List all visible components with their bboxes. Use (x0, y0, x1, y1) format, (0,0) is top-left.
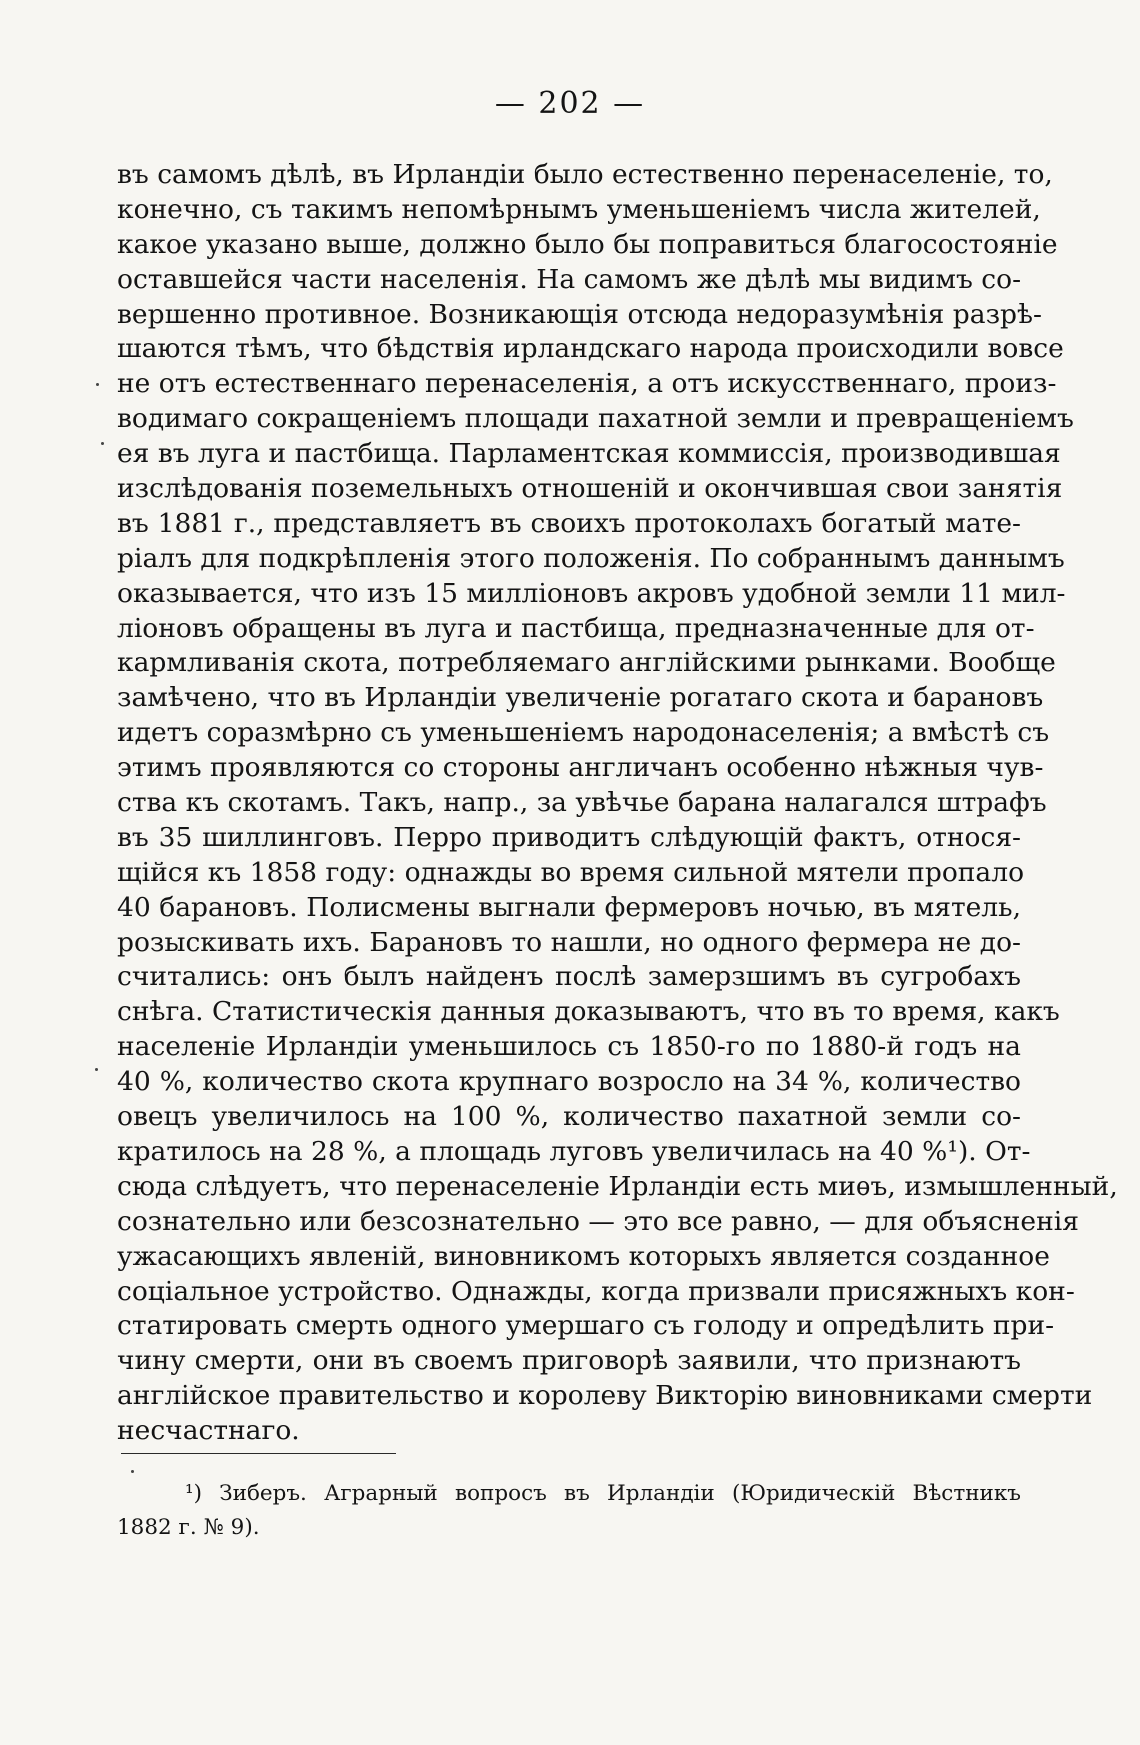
text-line: водимаго сокращеніемъ площади пахатной земли и превращеніемъ (117, 403, 1074, 435)
text-line: англійское правительство и королеву Викторію виновниками смерти (117, 1380, 1093, 1412)
text-line: кармливанія скота, потребляемаго англійскими рынками. Вообще (117, 647, 1056, 679)
text-line: сознательно или безсознательно — это все равно, — для объясненія (117, 1205, 1079, 1237)
text-line: въ самомъ дѣлѣ, въ Ирландіи было естественно перенаселеніе, то, (117, 159, 1053, 190)
scan-speck (131, 1470, 134, 1473)
text-line: ея въ луга и пастбища. Парламентская коммиссія, производившая (117, 438, 1061, 470)
text-line: 40 %, количество скота крупнаго возросло на 34 %, количество (117, 1066, 1021, 1098)
text-line: сюда слѣдуетъ, что перенаселеніе Ирландіи есть миѳъ, измышленный, (117, 1170, 1118, 1202)
page-number: — 202 — (494, 86, 646, 121)
text-line: изслѣдованія поземельныхъ отношеній и окончившая свои занятія (117, 473, 1063, 505)
body-text (117, 158, 1118, 1449)
text-line: этимъ проявляются со стороны англичанъ особенно нѣжныя чув- (117, 752, 1044, 784)
text-line: снѣга. Статистическія данныя доказываютъ, что въ то время, какъ (117, 996, 1060, 1028)
text-line: оказывается, что изъ 15 милліоновъ акровъ удобной земли 11 мил- (117, 577, 1066, 609)
text-line: идетъ соразмѣрно съ уменьшеніемъ народонаселенія; а вмѣстѣ съ (117, 717, 1050, 749)
text-line: щійся къ 1858 году: однажды во время сильной мятели пропало (117, 856, 1025, 888)
text-line: оставшейся части населенія. На самомъ же дѣлѣ мы видимъ со- (117, 263, 1022, 295)
text-line: ужасающихъ явленій, виновникомъ которыхъ является созданное (117, 1240, 1050, 1272)
text-line: статировать смерть одного умершаго съ голоду и опредѣлить при- (117, 1310, 1055, 1342)
text-line: несчастнаго. (117, 1415, 300, 1447)
text-line: 40 барановъ. Полисмены выгнали фермеровъ ночью, въ мятель, (117, 891, 1021, 923)
text-line: ліоновъ обращены въ луга и пастбища, предназначенные для от- (117, 612, 1035, 644)
text-line: замѣчено, что въ Ирландіи увеличеніе рогатаго скота и барановъ (117, 682, 1044, 714)
text-line: въ 35 шиллинговъ. Перро приводитъ слѣдующій фактъ, относя- (117, 821, 1021, 853)
footnote-line: ¹) Зиберъ. Аграрный вопросъ въ Ирландіи (Юридическій Вѣстникъ (185, 1481, 1021, 1506)
text-line: ріалъ для подкрѣпленія этого положенія. По собраннымъ даннымъ (117, 542, 1065, 574)
scan-speck (95, 1068, 98, 1071)
text-line: въ 1881 г., представляетъ въ своихъ протоколахъ богатый мате- (117, 507, 1021, 539)
scan-speck (101, 442, 104, 445)
text-line: овецъ увеличилось на 100 %, количество пахатной земли со- (117, 1101, 1021, 1133)
text-line: чину смерти, они въ своемъ приговорѣ заявили, что признаютъ (117, 1345, 1021, 1377)
text-line: конечно, съ такимъ непомѣрнымъ уменьшеніемъ числа жителей, (117, 193, 1041, 225)
footnote (117, 1477, 1021, 1545)
text-line: соціальное устройство. Однажды, когда призвали присяжныхъ кон- (117, 1275, 1075, 1307)
text-line: розыскивать ихъ. Барановъ то нашли, но одного фермера не до- (117, 926, 1021, 958)
text-line: не отъ естественнаго перенаселенія, а отъ искусственнаго, произ- (117, 368, 1057, 400)
text-line: какое указано выше, должно было бы поправиться благосостояніе (117, 228, 1058, 260)
text-line: вершенно противное. Возникающія отсюда недоразумѣнія разрѣ- (117, 298, 1042, 330)
text-line: населеніе Ирландіи уменьшилось съ 1850-го по 1880-й годъ на (117, 1031, 1021, 1063)
footnote-divider (121, 1453, 396, 1454)
footnote-line: 1882 г. № 9). (117, 1515, 260, 1540)
scan-speck (96, 383, 99, 386)
text-line: шаются тѣмъ, что бѣдствія ирландскаго народа происходили вовсе (117, 333, 1064, 365)
text-line: считались: онъ былъ найденъ послѣ замерзшимъ въ сугробахъ (117, 961, 1021, 993)
text-line: ства къ скотамъ. Такъ, напр., за увѣчье барана налагался штрафъ (117, 787, 1047, 819)
text-line: кратилось на 28 %, а площадь луговъ увеличилась на 40 %¹). От- (117, 1135, 1031, 1167)
